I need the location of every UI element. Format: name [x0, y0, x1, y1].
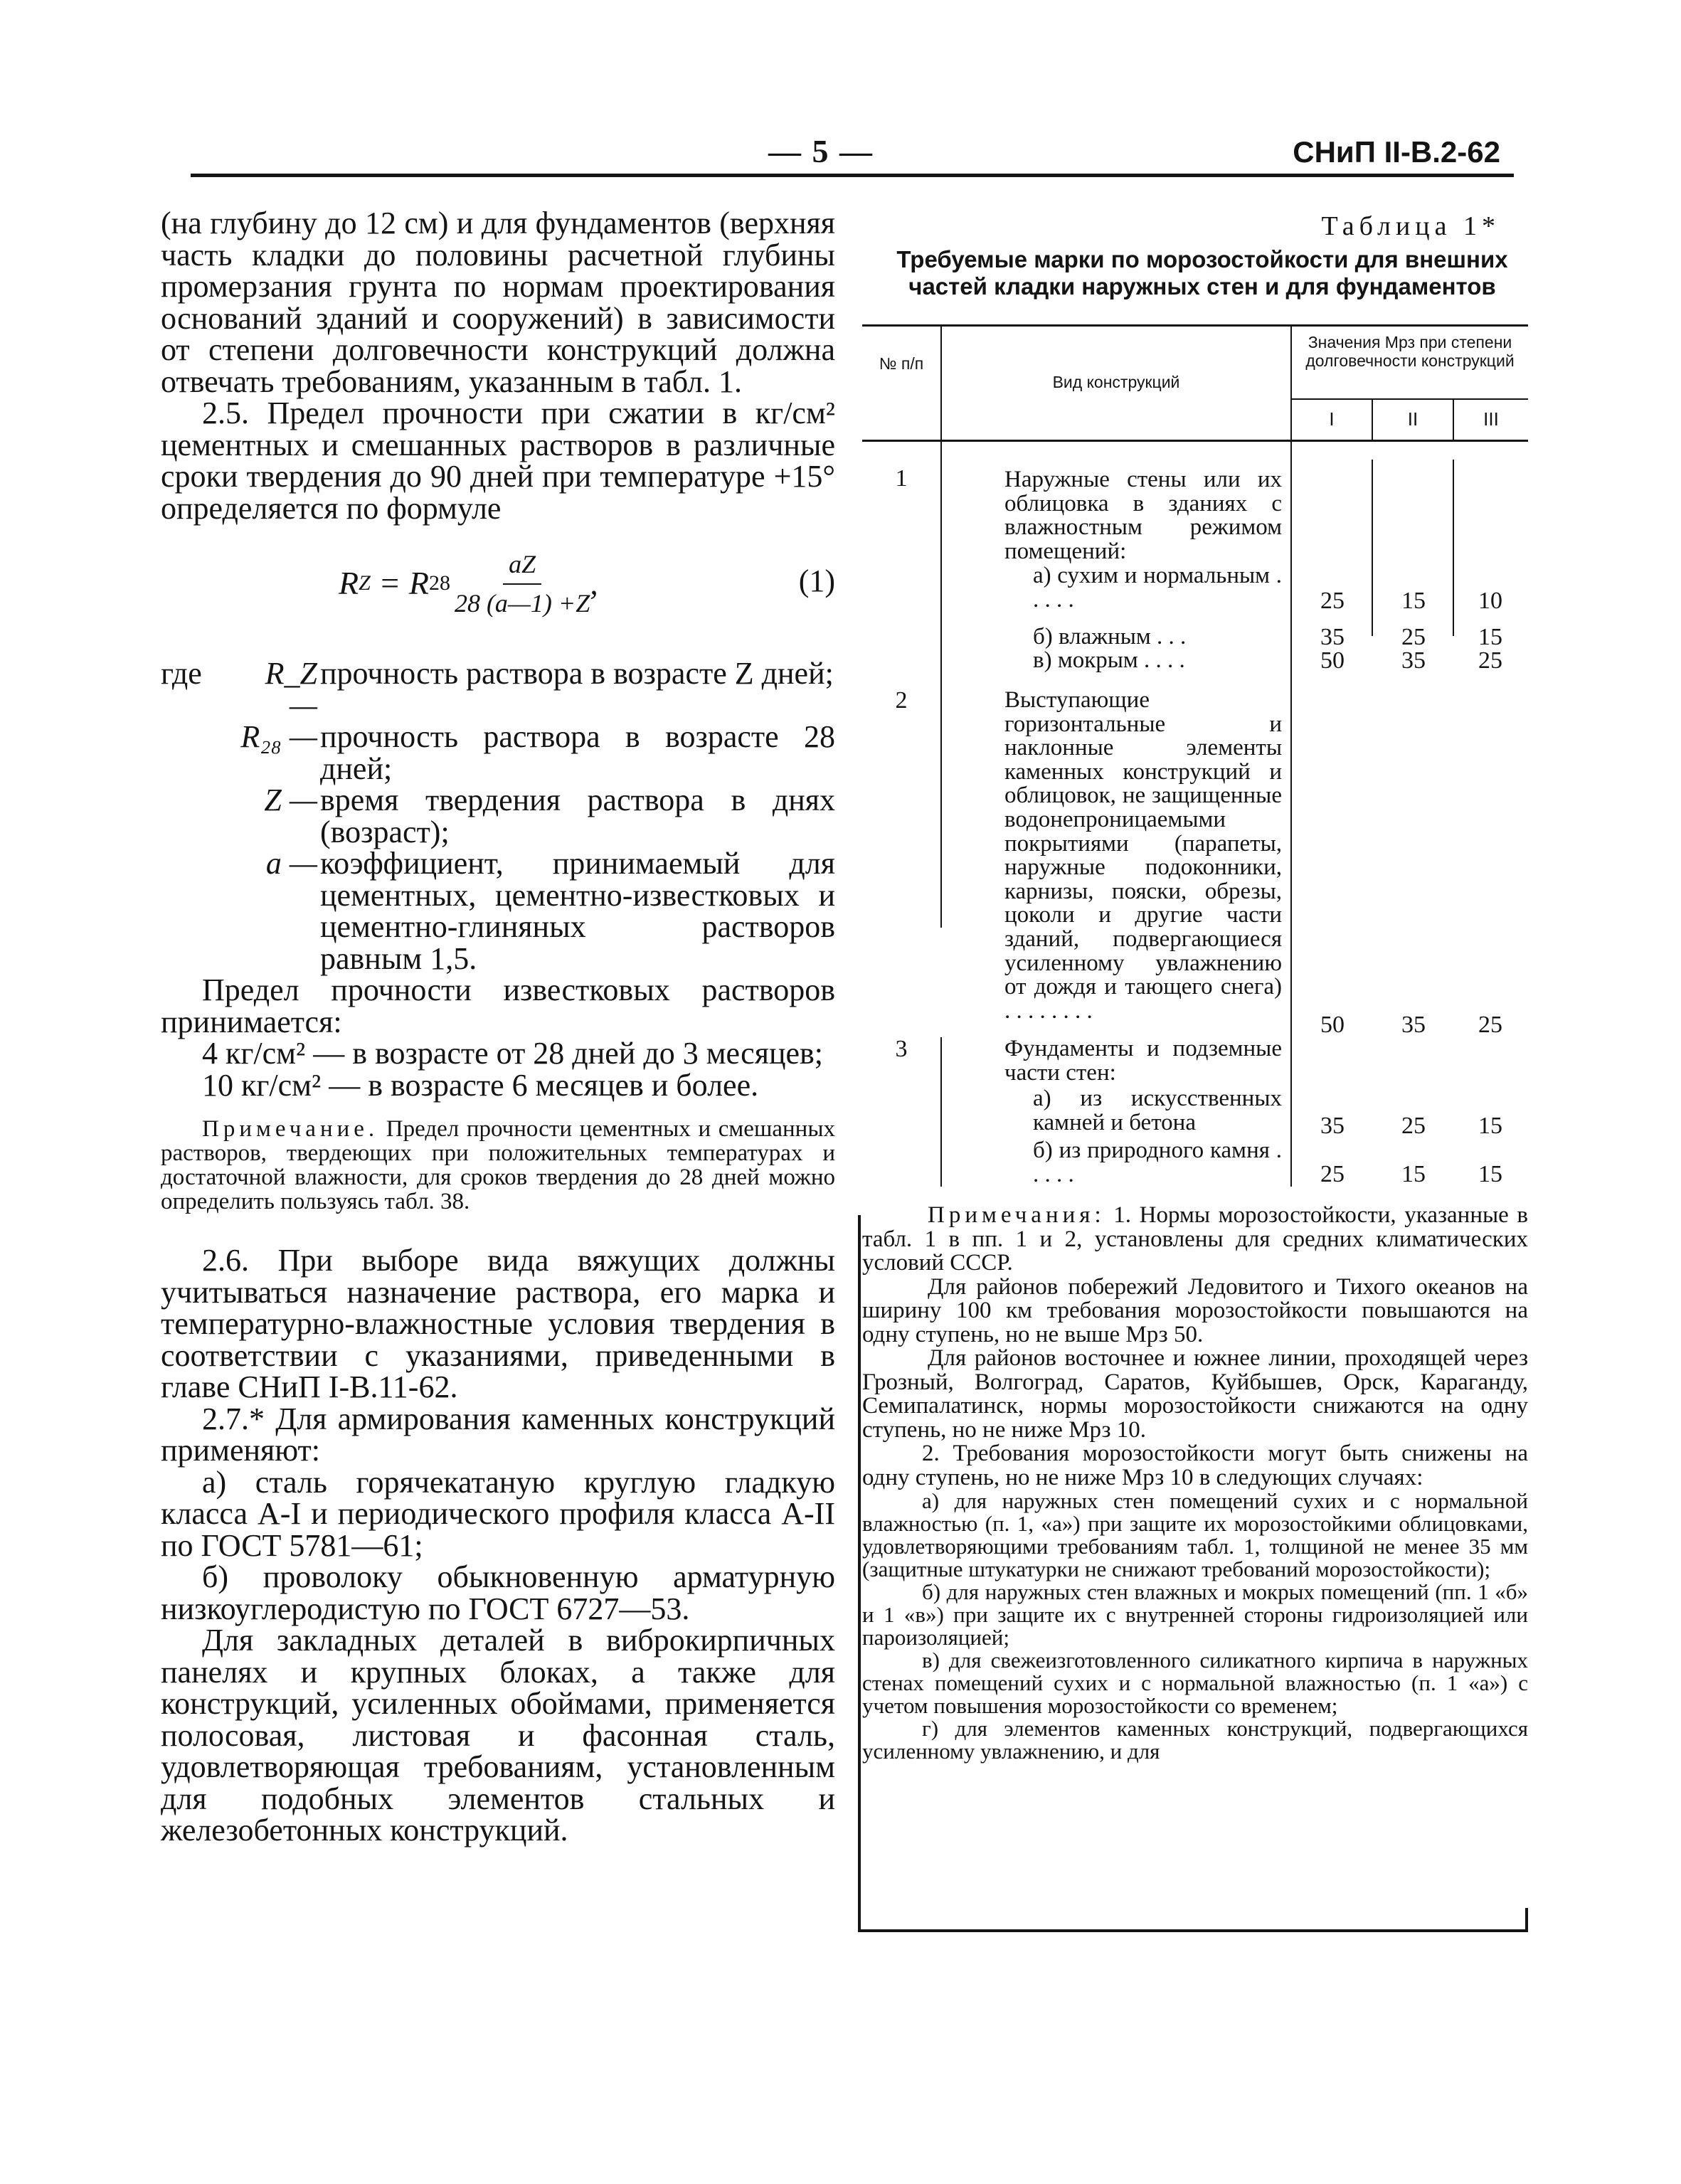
note-1-coast: Для районов побережий Ледовитого и Тихого океанов на ширину 100 км требования морозостойкости повышаются на одну ступень, но не выше Мрз 50. — [862, 1273, 1528, 1347]
note-2: 2. Требования морозостойкости могут быть снижены на одну ступень, но не ниже Мрз 10 в следующих случаях: — [862, 1441, 1528, 1490]
value-cell: 15 — [1478, 1161, 1502, 1187]
row-number: 1 — [895, 465, 908, 492]
row-number: 2 — [895, 687, 908, 714]
def-text: коэффициент, принимаемый для цементных, цементно-известковых и цементно-глиняных растворов равным 1,5. — [320, 846, 835, 976]
note-label: Примечание. — [202, 1116, 379, 1142]
document-code: СНиП II-В.2-62 — [1293, 135, 1500, 169]
paragraph-continuation: (на глубину до 12 см) и для фундаментов (верхняя часть кладки до половины расчетной глубины промерзания грунта по нормам проектирования оснований зданий и сооружений) в зависимости от степени долговечности конструкций должна отвечать требованиям, указанным в табл. 1. — [161, 206, 835, 399]
value-cell: 25 — [1320, 588, 1345, 614]
symbol-definitions — [161, 658, 835, 975]
value-cell: 25 — [1478, 647, 1502, 674]
header-values: Значения Мрз при степени долговечности конструкций — [1305, 333, 1515, 370]
degree-rule — [1292, 398, 1528, 400]
row-desc-sub: а) сухим и нормальным . . . . . — [1033, 563, 1282, 613]
value-cell: 35 — [1401, 1012, 1426, 1038]
formula-expression — [339, 548, 598, 619]
col-divider-num-top — [940, 324, 942, 467]
paragraph-lime-mortar: Предел прочности известковых растворов принимается: — [161, 972, 835, 1039]
header-kind: Вид конструкций — [1052, 373, 1180, 391]
note-1-text: 1. Нормы морозостойкости, указанные в табл. 1 в пп. 1 и 2, установлены для средних климатических условий СССР. — [862, 1202, 1529, 1276]
row-desc: Фундаменты и подземные части стен: — [1004, 1036, 1282, 1086]
table-header-rule — [862, 440, 1528, 442]
value-cell: 35 — [1320, 624, 1345, 650]
value-cell: 15 — [1401, 588, 1426, 614]
list-item-10: 10 кг/см² — в возрасте 6 месяцев и более. — [202, 1067, 759, 1103]
paragraph-embedded-parts: Для закладных деталей в виброкирпичных панелях и крупных блоках, а также для конструкций, усиленных обоймами, применяется полосовая, листовая и фасонная сталь, удовлетворяющая требованиям, установленным для подобных элементов стальных и железобетонных конструкций. — [161, 1623, 835, 1848]
value-cell: 25 — [1478, 1012, 1502, 1038]
def-text: прочность раствора в возрасте Z дней; — [320, 656, 834, 691]
formula-number: (1) — [798, 563, 835, 598]
def-symbol: a — — [265, 846, 317, 881]
value-cell: 15 — [1478, 624, 1502, 650]
col-divider-kind — [1290, 324, 1292, 1187]
row-desc-sub: б) из природного камня . . . . . — [1033, 1138, 1282, 1187]
value-cell: 25 — [1401, 1113, 1426, 1139]
header-num: № п/п — [879, 354, 924, 373]
row-desc-sub: а) из искусственных камней и бетона — [1033, 1086, 1282, 1135]
value-cell: 15 — [1478, 1113, 1502, 1139]
table-notes — [862, 1204, 1528, 1763]
col-divider-num-low — [940, 1037, 942, 1187]
list-item-4: 4 кг/см² — в возрасте от 28 дней до 3 месяцев; — [202, 1036, 824, 1071]
formula-trail: , — [590, 565, 598, 602]
formula-eq: = R — [370, 565, 429, 602]
row-number: 3 — [895, 1036, 908, 1062]
formula-denominator: 28 (a—1) +Z — [454, 588, 590, 617]
formula-fraction — [455, 548, 590, 619]
list-item-a: а) сталь горячекатаную круглую гладкую класса А-I и периодического профиля класса А-II по ГОСТ 5781—61; — [161, 1464, 835, 1563]
note — [161, 1117, 835, 1214]
value-cell: 35 — [1401, 647, 1426, 674]
note-2-g: г) для элементов каменных конструкций, подвергающихся усиленному увлажнению, и для — [862, 1716, 1528, 1764]
def-symbol: R_Z — — [265, 656, 317, 723]
value-cell: 25 — [1401, 624, 1426, 650]
page-number: — 5 — — [768, 133, 874, 169]
note-2-b: б) для наружных стен влажных и мокрых помещений (пп. 1 «б» и 1 «в») при защите их с внутренней стороны гидроизоляцией или пароизоляцией; — [862, 1579, 1528, 1650]
header-rule — [191, 174, 1514, 177]
note-1 — [862, 1204, 1528, 1276]
where-label: где — [161, 656, 202, 691]
frost-resistance-table — [862, 324, 1528, 1221]
notes-left-rule — [858, 1215, 861, 1931]
def-text: прочность раствора в возрасте 28 дней; — [320, 719, 835, 786]
value-cell: 15 — [1401, 1161, 1426, 1187]
formula-lhs-sub: Z — [359, 571, 371, 595]
note-text: Предел прочности цементных и смешанных растворов, твердеющих при положительных температурах и достаточной влажности, для сроков твердения до 28 дней можно определить пользуясь табл. 38. — [161, 1116, 835, 1214]
formula-r-sub: 28 — [428, 571, 450, 595]
col-divider-num — [940, 467, 942, 928]
value-cell: 50 — [1320, 647, 1345, 674]
notes-right-rule — [1525, 1908, 1528, 1931]
formula-numerator: aZ — [503, 548, 541, 585]
table-title: Требуемые марки по морозостойкости для внешних частей кладки наружных стен и для фундаментов — [896, 246, 1508, 299]
note-1-south: Для районов восточнее и южнее линии, проходящей через Грозный, Волгоград, Саратов, Куйбышев, Орск, Караганду, Семипалатинск, нормы морозостойкости снижаются на одну ступень, но не ниже Мрз 10. — [862, 1345, 1528, 1443]
def-text: время твердения раствора в днях (возраст); — [320, 783, 835, 849]
formula-lhs: R — [339, 565, 359, 602]
left-column — [161, 208, 835, 1847]
paragraph-2-6: 2.6. При выборе вида вяжущих должны учитываться назначение раствора, его марка и температурно-влажностные условия твердения в соответствии с указаниями, приведенными в главе СНиП I-В.11-62. — [161, 1243, 835, 1404]
list-item-b: б) проволоку обыкновенную арматурную низкоуглеродистую по ГОСТ 6727—53. — [161, 1559, 835, 1626]
paragraph-2-7: 2.7.* Для армирования каменных конструкций применяют: — [161, 1401, 835, 1468]
paragraph-2-5: 2.5. Предел прочности при сжатии в кг/см² цементных и смешанных растворов в различные сроки твердения до 90 дней при температуре +15° определяется по формуле — [161, 396, 835, 526]
value-cell: 10 — [1478, 588, 1502, 614]
row-desc-sub: б) влажным . . . — [1033, 624, 1187, 650]
note-2-a: а) для наружных стен помещений сухих и с нормальной влажностью (п. 1, «а») при защите их морозостойкими облицовками, удовлетворяющими требованиям табл. 1, толщиной не менее 35 мм (защитные штукатурки не снижают требований морозостойкости); — [862, 1488, 1528, 1581]
row-desc-sub: в) мокрым . . . . — [1033, 647, 1185, 673]
def-symbol: Z — — [264, 783, 317, 817]
table-caption: Таблица 1* — [1321, 211, 1500, 241]
notes-label: Примечания: — [928, 1202, 1105, 1228]
table-top-rule — [862, 324, 1528, 327]
note-2-v: в) для свежеизготовленного силикатного кирпича в наружных стенах помещений сухих и с нормальной влажностью (п. 1 «а») с учетом повышения морозостойкости со временем; — [862, 1648, 1528, 1718]
col-divider-I — [1372, 460, 1373, 636]
header-degree-III: III — [1483, 408, 1499, 430]
notes-bottom-rule — [858, 1929, 1528, 1932]
def-symbol: R₂₈ — — [240, 719, 317, 754]
row-desc: Наружные стены или их облицовка в зданиях с влажностным режимом помещений: — [1004, 467, 1282, 564]
row-desc: Выступающие горизонтальные и наклонные элементы каменных конструкций и облицовок, не защищенные водонепроницаемыми покрытиями (парапеты, наружные подоконники, карнизы, пояски, обрезы, цоколи и другие части зданий, подвергающиеся усиленному увлажнению от дождя и тающего снега) . . . . . . . . — [1004, 687, 1282, 1024]
header-degree-I: I — [1329, 408, 1335, 430]
value-cell: 35 — [1320, 1113, 1345, 1139]
value-cell: 50 — [1320, 1012, 1345, 1038]
formula-1 — [161, 534, 835, 641]
value-cell: 25 — [1320, 1161, 1345, 1187]
header-degree-II: II — [1407, 408, 1418, 430]
